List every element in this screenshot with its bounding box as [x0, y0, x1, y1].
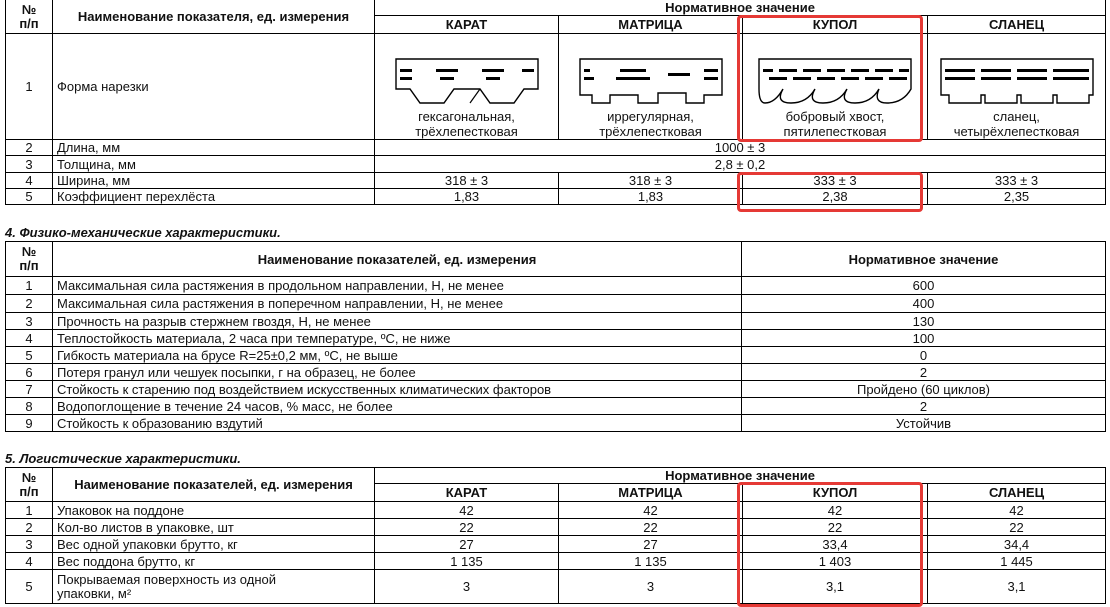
row-num: 9	[6, 415, 53, 432]
col-name-header: Наименование показателей, ед. измерения	[53, 468, 375, 502]
col-norm-header: Нормативное значение	[375, 0, 1106, 16]
row-name: Толщина, мм	[53, 156, 375, 173]
row-name: Потеря гранул или чешуек посыпки, г на образец, не более	[53, 364, 742, 381]
value-kupol: 2,38	[743, 189, 928, 205]
row-name: Стойкость к образованию вздутий	[53, 415, 742, 432]
table-row	[6, 173, 1106, 189]
section-title-physical: 4. Физико-механические характеристики.	[5, 225, 281, 240]
value-matrica: 22	[559, 519, 743, 536]
value-matrica: 27	[559, 536, 743, 553]
row-num: 1	[6, 34, 53, 140]
value-karat: 3	[375, 570, 559, 604]
shape-caption-line2: четырёхлепестковая	[953, 124, 1080, 139]
row-num: 5	[6, 189, 53, 205]
row-num: 4	[6, 330, 53, 347]
row-value: 100	[742, 330, 1106, 347]
value-karat: 1,83	[375, 189, 559, 205]
row-num: 3	[6, 313, 53, 330]
slate-shingle-icon	[937, 55, 1097, 107]
value-slanec: 34,4	[928, 536, 1106, 553]
row-name: Покрываемая поверхность из одной упаковки, м²	[53, 570, 375, 604]
hexagonal-shingle-icon	[392, 55, 542, 107]
row-name: Длина, мм	[53, 140, 375, 156]
row-value: 2	[742, 398, 1106, 415]
row-name: Максимальная сила растяжения в продольном направлении, Н, не менее	[53, 277, 742, 295]
row-num: 6	[6, 364, 53, 381]
row-name: Максимальная сила растяжения в поперечном направлении, Н, не менее	[53, 295, 742, 313]
table-row	[6, 189, 1106, 205]
row-num: 4	[6, 173, 53, 189]
shape-cell-karat	[375, 34, 559, 140]
table-row	[6, 140, 1106, 156]
table-row	[6, 313, 1106, 330]
value-kupol: 42	[743, 502, 928, 519]
shape-caption-line1: сланец,	[993, 109, 1040, 124]
row-name: Стойкость к старению под воздействием искусственных климатических факторов	[53, 381, 742, 398]
product-header-matrica: МАТРИЦА	[559, 484, 743, 502]
value-karat: 1 135	[375, 553, 559, 570]
merged-value: 2,8 ± 0,2	[375, 156, 1106, 173]
shape-cell-slanec	[928, 34, 1106, 140]
product-header-matrica: МАТРИЦА	[559, 16, 743, 34]
value-slanec: 42	[928, 502, 1106, 519]
value-matrica: 318 ± 3	[559, 173, 743, 189]
row-name: Прочность на разрыв стержнем гвоздя, Н, не менее	[53, 313, 742, 330]
row-num: 8	[6, 398, 53, 415]
table-row	[6, 330, 1106, 347]
col-norm-header: Нормативное значение	[742, 242, 1106, 277]
row-num: 2	[6, 295, 53, 313]
table-row	[6, 553, 1106, 570]
col-norm-header: Нормативное значение	[375, 468, 1106, 484]
table-row	[6, 398, 1106, 415]
row-value: 600	[742, 277, 1106, 295]
table-row	[6, 347, 1106, 364]
product-header-kupol: КУПОЛ	[743, 484, 928, 502]
row-name: Ширина, мм	[53, 173, 375, 189]
table-row	[6, 415, 1106, 432]
value-matrica: 1,83	[559, 189, 743, 205]
table-row	[6, 364, 1106, 381]
shape-caption-line1: гексагональная,	[418, 109, 515, 124]
row-num: 2	[6, 519, 53, 536]
shape-caption-line1: бобровый хвост,	[785, 109, 885, 124]
value-slanec: 22	[928, 519, 1106, 536]
row-value: Пройдено (60 циклов)	[742, 381, 1106, 398]
value-karat: 22	[375, 519, 559, 536]
value-matrica: 42	[559, 502, 743, 519]
value-kupol: 333 ± 3	[743, 173, 928, 189]
dimensions-table	[5, 0, 1106, 205]
col-name-header: Наименование показателей, ед. измерения	[53, 242, 742, 277]
row-value: 400	[742, 295, 1106, 313]
logistics-table	[5, 467, 1106, 604]
shape-caption-line2: трёхлепестковая	[599, 124, 702, 139]
row-value: 130	[742, 313, 1106, 330]
product-header-slanec: СЛАНЕЦ	[928, 16, 1106, 34]
section-title-logistics: 5. Логистические характеристики.	[5, 451, 241, 466]
col-num-header: № п/п	[6, 468, 53, 502]
shape-caption-line2: пятилепестковая	[783, 124, 887, 139]
value-slanec: 1 445	[928, 553, 1106, 570]
row-name: Теплостойкость материала, 2 часа при температуре, ºС, не ниже	[53, 330, 742, 347]
row-num: 4	[6, 553, 53, 570]
row-num: 1	[6, 277, 53, 295]
row-num: 2	[6, 140, 53, 156]
row-num: 5	[6, 570, 53, 604]
row-name: Кол-во листов в упаковке, шт	[53, 519, 375, 536]
table-row	[6, 570, 1106, 604]
row-name: Вес одной упаковки брутто, кг	[53, 536, 375, 553]
row-num: 5	[6, 347, 53, 364]
irregular-shingle-icon	[576, 55, 726, 107]
col-num-header: № п/п	[6, 0, 53, 34]
table-row	[6, 502, 1106, 519]
value-karat: 42	[375, 502, 559, 519]
value-matrica: 1 135	[559, 553, 743, 570]
value-kupol: 22	[743, 519, 928, 536]
value-kupol: 3,1	[743, 570, 928, 604]
table-row	[6, 34, 1106, 140]
row-value: 0	[742, 347, 1106, 364]
shape-cell-kupol	[743, 34, 928, 140]
physical-properties-table	[5, 241, 1106, 432]
col-name-header: Наименование показателя, ед. измерения	[53, 0, 375, 34]
row-num: 3	[6, 536, 53, 553]
row-name: Вес поддона брутто, кг	[53, 553, 375, 570]
row-value: 2	[742, 364, 1106, 381]
row-name: Гибкость материала на брусе R=25±0,2 мм, ºС, не выше	[53, 347, 742, 364]
row-num: 7	[6, 381, 53, 398]
table-row	[6, 277, 1106, 295]
value-matrica: 3	[559, 570, 743, 604]
product-header-slanec: СЛАНЕЦ	[928, 484, 1106, 502]
row-name: Водопоглощение в течение 24 часов, % масс, не более	[53, 398, 742, 415]
merged-value: 1000 ± 3	[375, 140, 1106, 156]
table-row	[6, 519, 1106, 536]
col-num-header: № п/п	[6, 242, 53, 277]
row-num: 3	[6, 156, 53, 173]
row-name: Коэффициент перехлёста	[53, 189, 375, 205]
value-karat: 318 ± 3	[375, 173, 559, 189]
value-slanec: 3,1	[928, 570, 1106, 604]
value-slanec: 333 ± 3	[928, 173, 1106, 189]
row-name: Упаковок на поддоне	[53, 502, 375, 519]
value-kupol: 33,4	[743, 536, 928, 553]
table-row	[6, 156, 1106, 173]
value-karat: 27	[375, 536, 559, 553]
table-row	[6, 381, 1106, 398]
table-row	[6, 295, 1106, 313]
table-row	[6, 536, 1106, 553]
value-kupol: 1 403	[743, 553, 928, 570]
beaver-tail-shingle-icon	[755, 55, 915, 107]
shape-caption-line1: иррегулярная,	[607, 109, 694, 124]
product-header-kupol: КУПОЛ	[743, 16, 928, 34]
row-value: Устойчив	[742, 415, 1106, 432]
value-slanec: 2,35	[928, 189, 1106, 205]
shape-cell-matrica	[559, 34, 743, 140]
product-header-karat: КАРАТ	[375, 16, 559, 34]
row-name: Форма нарезки	[53, 34, 375, 140]
shape-caption-line2: трёхлепестковая	[415, 124, 518, 139]
product-header-karat: КАРАТ	[375, 484, 559, 502]
row-num: 1	[6, 502, 53, 519]
